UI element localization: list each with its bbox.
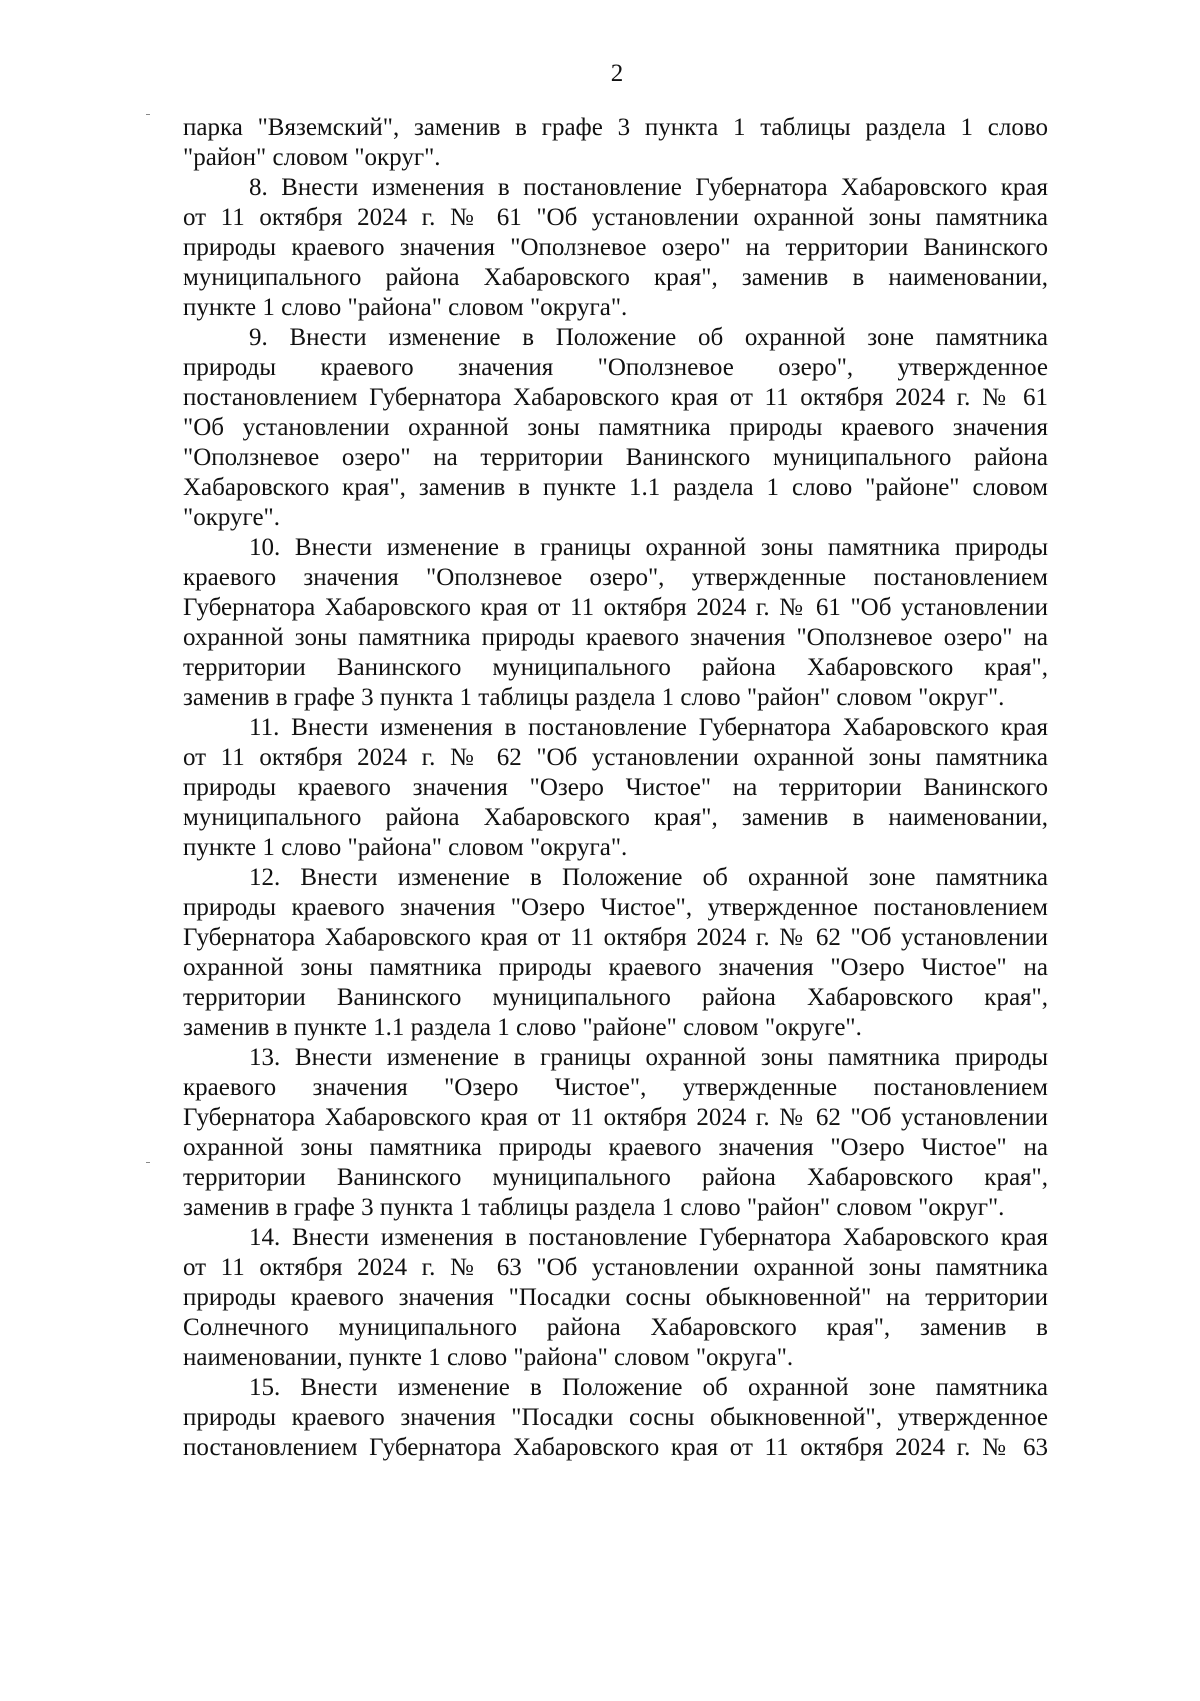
document-body (183, 113, 1048, 1463)
paragraph (183, 1043, 1048, 1223)
text-line: заменив в графе 3 пункта 1 таблицы раздела 1 слово "район" словом "округ". (183, 684, 1005, 711)
text-line: природы краевого значения "Озеро Чистое", утвержденное постановлением (183, 894, 1048, 921)
text-line: "Об установлении охранной зоны памятника природы краевого значения (183, 414, 1048, 441)
paragraph (183, 173, 1048, 323)
paragraph (183, 1223, 1048, 1373)
paragraph (183, 323, 1048, 533)
text-line: "район" словом "округ". (183, 144, 441, 171)
paragraph (183, 1373, 1048, 1463)
text-line: Хабаровского края", заменив в пункте 1.1 раздела 1 слово "районе" словом (183, 474, 1048, 501)
page-number: 2 (610, 60, 624, 87)
text-line: 13. Внести изменение в границы охранной зоны памятника природы (249, 1044, 1048, 1071)
text-line: от 11 октября 2024 г. № 61 "Об установлении охранной зоны памятника (183, 204, 1048, 231)
text-line: постановлением Губернатора Хабаровского края от 11 октября 2024 г. № 61 (183, 384, 1048, 411)
text-line: территории Ванинского муниципального района Хабаровского края", (183, 1164, 1048, 1191)
text-line: краевого значения "Оползневое озеро", утвержденные постановлением (183, 564, 1048, 591)
paragraph (183, 113, 1048, 173)
text-line: природы краевого значения "Оползневое озеро", утвержденное (183, 354, 1048, 381)
text-line: "Оползневое озеро" на территории Ванинского муниципального района (183, 444, 1048, 471)
scan-mark (146, 1162, 150, 1163)
text-line: природы краевого значения "Оползневое озеро" на территории Ванинского (183, 234, 1048, 261)
text-line: заменив в пункте 1.1 раздела 1 слово "районе" словом "округе". (183, 1014, 862, 1041)
text-line: 8. Внести изменения в постановление Губернатора Хабаровского края (249, 174, 1048, 201)
text-line: от 11 октября 2024 г. № 63 "Об установлении охранной зоны памятника (183, 1254, 1048, 1281)
text-line: Губернатора Хабаровского края от 11 октября 2024 г. № 61 "Об установлении (183, 594, 1048, 621)
text-line: природы краевого значения "Посадки сосны обыкновенной", утвержденное (183, 1404, 1048, 1431)
text-line: краевого значения "Озеро Чистое", утвержденные постановлением (183, 1074, 1048, 1101)
text-line: территории Ванинского муниципального района Хабаровского края", (183, 654, 1048, 681)
text-line: территории Ванинского муниципального района Хабаровского края", (183, 984, 1048, 1011)
text-line: Губернатора Хабаровского края от 11 октября 2024 г. № 62 "Об установлении (183, 1104, 1048, 1131)
paragraph (183, 863, 1048, 1043)
text-line: Губернатора Хабаровского края от 11 октября 2024 г. № 62 "Об установлении (183, 924, 1048, 951)
text-line: 9. Внести изменение в Положение об охранной зоне памятника (249, 324, 1048, 351)
text-line: муниципального района Хабаровского края", заменив в наименовании, (183, 264, 1048, 291)
scan-mark (146, 114, 150, 115)
text-line: 10. Внести изменение в границы охранной зоны памятника природы (249, 534, 1048, 561)
text-line: постановлением Губернатора Хабаровского края от 11 октября 2024 г. № 63 (183, 1434, 1048, 1461)
text-line: охранной зоны памятника природы краевого значения "Оползневое озеро" на (183, 624, 1048, 651)
text-line: Солнечного муниципального района Хабаровского края", заменив в (183, 1314, 1048, 1341)
text-line: заменив в графе 3 пункта 1 таблицы раздела 1 слово "район" словом "округ". (183, 1194, 1005, 1221)
text-line: 11. Внести изменения в постановление Губернатора Хабаровского края (249, 714, 1048, 741)
text-line: пункте 1 слово "района" словом "округа". (183, 834, 628, 861)
text-line: природы краевого значения "Озеро Чистое" на территории Ванинского (183, 774, 1048, 801)
text-line: парка "Вяземский", заменив в графе 3 пункта 1 таблицы раздела 1 слово (183, 114, 1048, 141)
text-line: наименовании, пункте 1 слово "района" словом "округа". (183, 1344, 794, 1371)
text-line: пункте 1 слово "района" словом "округа". (183, 294, 628, 321)
text-line: муниципального района Хабаровского края", заменив в наименовании, (183, 804, 1048, 831)
text-line: охранной зоны памятника природы краевого значения "Озеро Чистое" на (183, 954, 1048, 981)
text-line: 12. Внести изменение в Положение об охранной зоне памятника (249, 864, 1048, 891)
text-line: "округе". (183, 504, 280, 531)
paragraph (183, 713, 1048, 863)
text-line: от 11 октября 2024 г. № 62 "Об установлении охранной зоны памятника (183, 744, 1048, 771)
text-line: охранной зоны памятника природы краевого значения "Озеро Чистое" на (183, 1134, 1048, 1161)
text-line: 14. Внести изменения в постановление Губернатора Хабаровского края (249, 1224, 1048, 1251)
text-line: природы краевого значения "Посадки сосны обыкновенной" на территории (183, 1284, 1048, 1311)
text-line: 15. Внести изменение в Положение об охранной зоне памятника (249, 1374, 1048, 1401)
paragraph (183, 533, 1048, 713)
